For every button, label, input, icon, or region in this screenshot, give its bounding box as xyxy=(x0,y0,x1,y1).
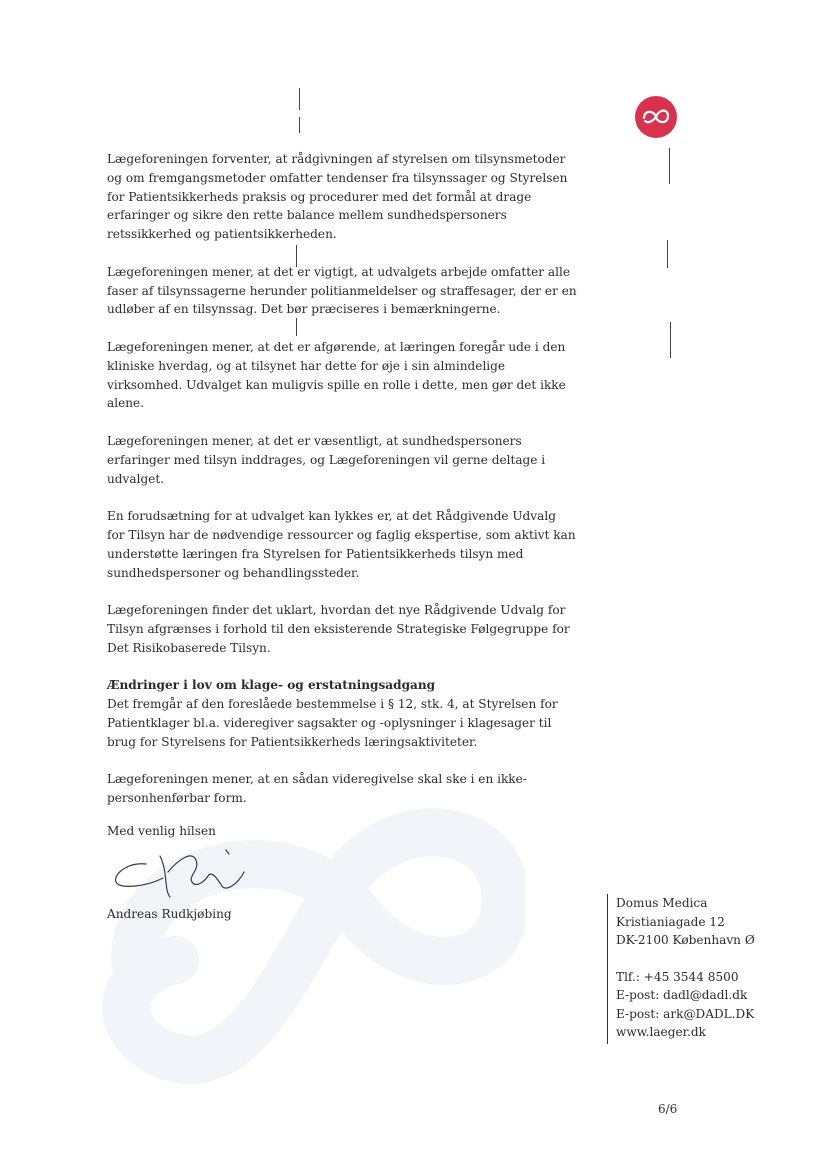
contact-email: E-post: dadl@dadl.dk xyxy=(616,988,748,1002)
scan-artifact xyxy=(669,148,670,184)
closing: Med venlig hilsen xyxy=(107,824,216,838)
letter-body xyxy=(107,150,577,827)
scan-artifact xyxy=(299,88,300,110)
section-text: Det fremgår af den foreslåede bestemmelse i § 12, stk. 4, at Styrelsen for Patientklager bl.a. videregiver sagsakter og -oplysninger i klagesager til brug for Styrelsens for Patientsikkerheds læringsaktiviteter. xyxy=(107,697,558,749)
paragraph: En forudsætning for at udvalget kan lykkes er, at det Rådgivende Udvalg for Tilsyn har de nødvendige ressourcer og faglig ekspertise, som aktivt kan understøtte læringen fra Styrelsen for Patientsikkerheds tilsyn med sundhedspersoner og behandlingssteder. xyxy=(107,509,576,580)
paragraph: Lægeforeningen mener, at en sådan videregivelse skal ske i en ikke-personhenførbar form. xyxy=(107,772,527,806)
contact-org: Domus Medica xyxy=(616,896,708,910)
contact-block xyxy=(607,894,755,1044)
scan-artifact xyxy=(667,240,668,268)
contact-street: Kristianiagade 12 xyxy=(616,914,725,929)
paragraph: Lægeforeningen mener, at det er væsentligt, at sundhedspersoners erfaringer med tilsyn inddrages, og Lægeforeningen vil gerne deltage i udvalget. xyxy=(107,433,546,486)
signer-name: Andreas Rudkjøbing xyxy=(107,907,232,921)
contact-city: DK-2100 København Ø xyxy=(616,933,755,947)
scan-artifact xyxy=(670,322,671,358)
spacer xyxy=(616,950,755,968)
contact-website: www.laeger.dk xyxy=(616,1025,706,1039)
paragraph: Lægeforeningen mener, at det er vigtigt, at udvalgets arbejde omfatter alle faser af tilsynssagerne herunder politianmeldelser og straffesager, der er en udløber af en tilsynssag. Det bør præciseres i bemærkningerne. xyxy=(107,264,577,317)
page-number: 6/6 xyxy=(658,1102,678,1116)
section xyxy=(107,676,577,751)
paragraph: Lægeforeningen finder det uklart, hvordan det nye Rådgivende Udvalg for Tilsyn afgrænses i forhold til den eksisterende Strategiske Følgegruppe for Det Risikobaserede Tilsyn. xyxy=(107,603,570,655)
section-heading: Ændringer i lov om klage- og erstatningsadgang xyxy=(107,678,436,693)
paragraph: Lægeforeningen forventer, at rådgivningen af styrelsen om tilsynsmetoder og om fremgangsmetoder omfatter tendenser fra tilsynssager og Styrelsen for Patientsikkerheds praksis og procedurer med det formål at drage erfaringer og sikre den rette balance mellem sundhedspersoners retssikkerhed og patientsikkerheden. xyxy=(107,152,568,242)
infinity-logo-icon xyxy=(634,95,678,139)
scan-artifact xyxy=(299,117,300,133)
contact-phone: Tlf.: +45 3544 8500 xyxy=(616,969,739,984)
paragraph: Lægeforeningen mener, at det er afgørende, at læringen foregår ude i den kliniske hverdag, og at tilsynet har dette for øje i sin almindelige virksomhed. Udvalget kan muligvis spille en rolle i dette, men gør det ikke alene. xyxy=(107,339,566,411)
contact-email: E-post: ark@DADL.DK xyxy=(616,1006,755,1021)
signature xyxy=(108,842,258,904)
